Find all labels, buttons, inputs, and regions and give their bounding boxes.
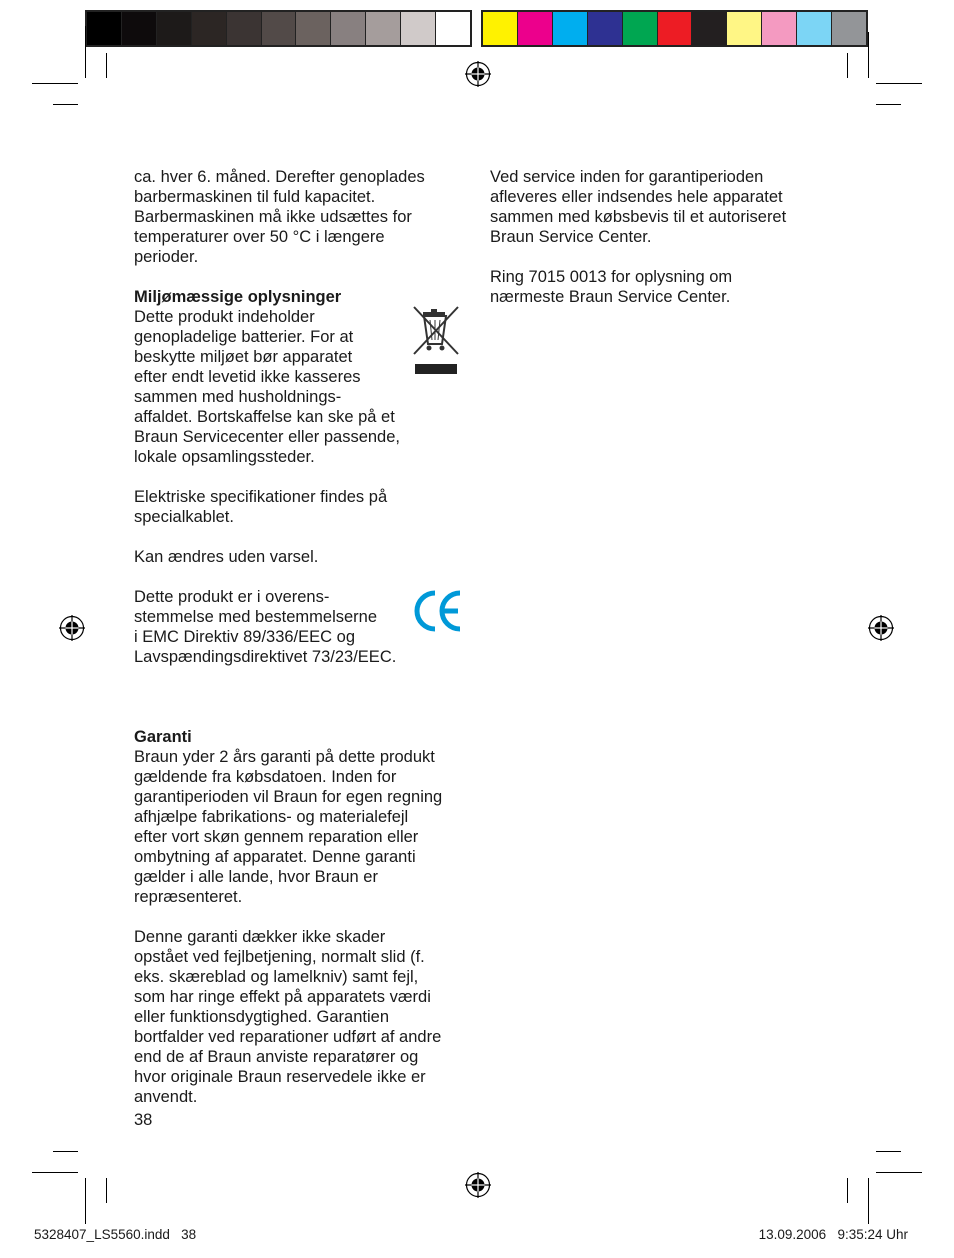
color-swatch	[436, 12, 470, 45]
color-swatch	[832, 12, 866, 45]
color-swatch	[262, 12, 297, 45]
registration-mark-icon	[465, 1172, 491, 1198]
change-notice: Kan ændres uden varsel.	[134, 548, 319, 566]
right-column	[490, 167, 850, 307]
charging-paragraph: ca. hver 6. måned. Derefter genoplades barbermaskinen til fuld kapacitet. Barbermaskinen må ikke udsættes for temperaturer over 50 °C i længere perioder.	[134, 168, 425, 266]
color-swatch	[122, 12, 157, 45]
crop-mark	[32, 1172, 78, 1173]
color-swatch	[227, 12, 262, 45]
grayscale-color-bar	[85, 10, 472, 47]
color-swatch	[192, 12, 227, 45]
color-swatch	[331, 12, 366, 45]
color-swatch	[157, 12, 192, 45]
color-swatch	[658, 12, 693, 45]
service-paragraph: Ved service inden for garantiperioden afleveres eller indsendes hele apparatet sammen med købsbevis til et autoriseret Braun Service Center.	[490, 168, 787, 246]
electrical-paragraph: Elektriske specifikationer findes på specialkablet.	[134, 488, 388, 526]
color-swatch	[518, 12, 553, 45]
crop-mark	[868, 32, 869, 78]
crop-mark	[876, 104, 901, 105]
crop-mark	[876, 83, 922, 84]
crop-mark	[32, 83, 78, 84]
crossed-bin-icon	[411, 304, 461, 376]
color-swatch	[762, 12, 797, 45]
crop-mark	[106, 53, 107, 78]
color-swatch	[797, 12, 832, 45]
crop-mark	[847, 53, 848, 78]
guarantee-exclusions-paragraph: Denne garanti dækker ikke skader opstået ved fejlbetjening, normalt slid (f. eks. skæreblad og lamelkniv) samt fejl, som har ringe effekt på apparatets værdi eller funktionsdygtighed. Garantien bortfalder ved reparationer udført af andre end de af Braun anviste reparatører og hvor originale Braun reservedele ikke er anvendt.	[134, 928, 442, 1106]
conformity-paragraph: Dette produkt er i overens- stemmelse med bestemmelserne i EMC Direktiv 89/336/EEC og Lavspændingsdirektivet 73/23/EEC.	[134, 588, 397, 666]
color-swatch	[366, 12, 401, 45]
guarantee-heading: Garanti	[134, 728, 192, 746]
color-swatch	[727, 12, 762, 45]
env-paragraph: Dette produkt indeholder genopladelige batterier. For at beskytte miljøet bør apparatet efter endt levetid ikke kasseres sammen med husholdnings- affaldet. Bortskaffelse kan ske på et Braun Servicecenter eller passende, lokale opsamlingssteder.	[134, 308, 400, 466]
color-swatch	[483, 12, 518, 45]
env-heading: Miljømæssige oplysninger	[134, 288, 342, 306]
crop-mark	[53, 1151, 78, 1152]
color-swatch	[692, 12, 727, 45]
crop-mark	[868, 1178, 869, 1224]
page-number: 38	[134, 1111, 153, 1129]
crop-mark	[53, 104, 78, 105]
color-swatch	[296, 12, 331, 45]
ce-mark-icon	[412, 588, 464, 634]
registration-mark-icon	[868, 615, 894, 641]
phone-paragraph: Ring 7015 0013 for oplysning om nærmeste Braun Service Center.	[490, 268, 733, 306]
crop-mark	[85, 1178, 86, 1224]
color-swatch	[623, 12, 658, 45]
process-color-bar	[481, 10, 868, 47]
color-swatch	[588, 12, 623, 45]
color-swatch	[87, 12, 122, 45]
registration-mark-icon	[59, 615, 85, 641]
crop-mark	[847, 1178, 848, 1203]
crop-mark	[106, 1178, 107, 1203]
color-swatch	[401, 12, 436, 45]
slug-file-info: 5328407_LS5560.indd 38	[34, 1227, 197, 1242]
slug-datetime: 13.09.2006 9:35:24 Uhr	[758, 1227, 908, 1242]
crop-mark	[85, 26, 86, 78]
guarantee-paragraph: Braun yder 2 års garanti på dette produkt gældende fra købsdatoen. Inden for garantiperioden vil Braun for egen regning afhjælpe fabrikations- og materialefejl efter vort skøn gennem reparation eller ombytning af apparatet. Denne garanti gælder i alle lande, hvor Braun er repræsenteret.	[134, 748, 443, 906]
color-swatch	[553, 12, 588, 45]
crop-mark	[876, 1151, 901, 1152]
registration-mark-icon	[465, 61, 491, 87]
crop-mark	[876, 1172, 922, 1173]
